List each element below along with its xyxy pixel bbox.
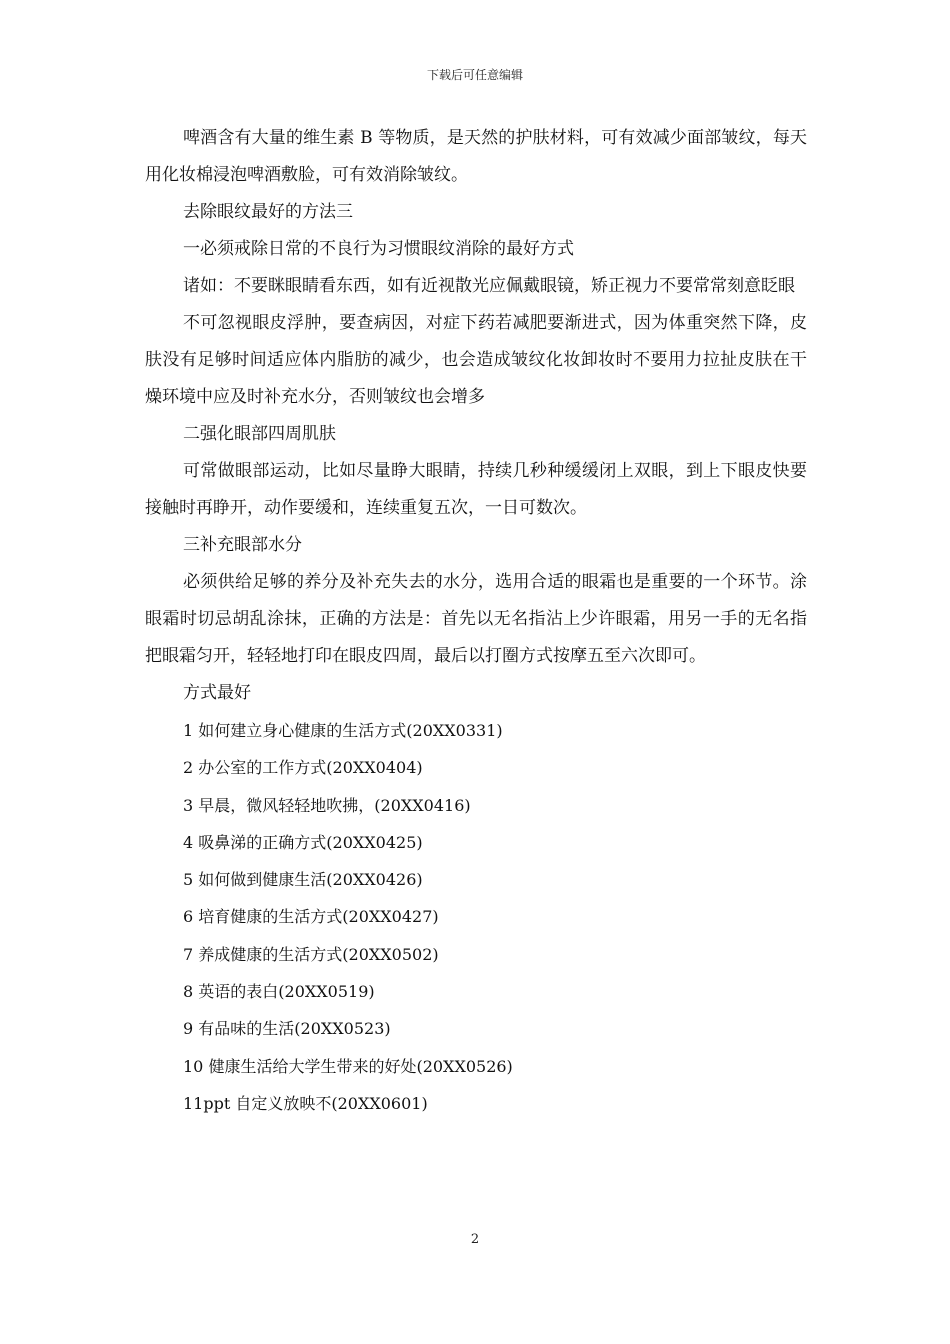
heading-strengthen-eye-skin: 二强化眼部四周肌肤 [183, 424, 336, 444]
list-item: 4 吸鼻涕的正确方式(20XX0425) [183, 832, 423, 852]
paragraph-eyelid-swelling: 不可忽视眼皮浮肿，要查病因，对症下药若减肥要渐进式，因为体重突然下降，皮肤没有足够时间适应体内脂肪的减少，也会造成皱纹化妆卸妆时不要用力拉扯皮肤在干燥环境中应及时补充水分，否则皱纹也会增多 [145, 313, 807, 407]
paragraph-examples: 诸如：不要眯眼睛看东西，如有近视散光应佩戴眼镜，矫正视力不要常常刻意眨眼 [183, 276, 795, 296]
list-item: 2 办公室的工作方式(20XX0404) [183, 758, 423, 778]
paragraph-beer-skincare: 啤酒含有大量的维生素 B 等物质，是天然的护肤材料，可有效减少面部皱纹，每天用化妆棉浸泡啤酒敷脸，可有效消除皱纹。 [145, 128, 807, 185]
page-header-note: 下载后可任意编辑 [426, 68, 523, 82]
heading-best-way: 方式最好 [183, 683, 251, 703]
list-item: 7 养成健康的生活方式(20XX0502) [183, 944, 439, 964]
related-articles-list [145, 712, 807, 1122]
page-number: 2 [470, 1232, 480, 1247]
heading-method-three: 去除眼纹最好的方法三 [183, 202, 353, 222]
list-item: 8 英语的表白(20XX0519) [183, 982, 375, 1002]
paragraph-eye-exercise: 可常做眼部运动，比如尽量睁大眼睛，持续几秒种缓缓闭上双眼，到上下眼皮快要接触时再睁开，动作要缓和，连续重复五次，一日可数次。 [145, 461, 807, 518]
heading-eye-moisture: 三补充眼部水分 [183, 535, 302, 555]
list-item: 10 健康生活给大学生带来的好处(20XX0526) [183, 1056, 513, 1076]
list-item: 5 如何做到健康生活(20XX0426) [183, 870, 423, 890]
list-item: 6 培育健康的生活方式(20XX0427) [183, 907, 439, 927]
document-body [145, 120, 807, 1122]
list-item: 3 早晨，微风轻轻地吹拂，(20XX0416) [183, 795, 471, 815]
list-item: 1 如何建立身心健康的生活方式(20XX0331) [183, 721, 503, 740]
list-item: 9 有品味的生活(20XX0523) [183, 1019, 391, 1039]
heading-quit-bad-habits: 一必须戒除日常的不良行为习惯眼纹消除的最好方式 [183, 239, 574, 259]
paragraph-eye-cream: 必须供给足够的养分及补充失去的水分，选用合适的眼霜也是重要的一个环节。涂眼霜时切忌胡乱涂抹，正确的方法是：首先以无名指沾上少许眼霜，用另一手的无名指把眼霜匀开，轻轻地打印在眼皮四周，最后以打圈方式按摩五至六次即可。 [145, 572, 807, 666]
list-item: 11ppt 自定义放映不(20XX0601) [183, 1093, 428, 1113]
